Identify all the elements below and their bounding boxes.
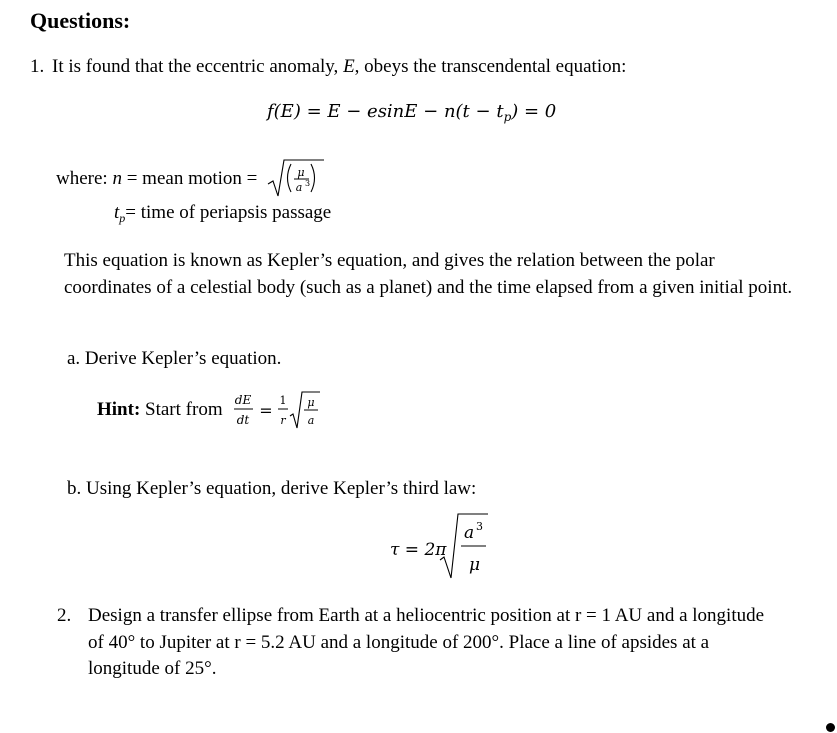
tp-subscript: p <box>119 211 126 225</box>
right-paren <box>311 164 315 192</box>
tp-symbol: t <box>114 202 120 223</box>
where-label: where: <box>56 168 113 189</box>
hint-label: Hint: <box>97 399 141 420</box>
dt-symbol: dt <box>236 413 250 427</box>
intro-text-pre: It is found that the eccentric anomaly, <box>52 56 344 77</box>
semi-major-axis-symbol: a <box>295 181 303 194</box>
mean-motion-definition <box>56 168 257 190</box>
hint-line <box>97 399 223 421</box>
hint-formula <box>231 388 323 432</box>
mean-motion-text: = mean motion = <box>121 168 258 189</box>
question-1-number: 1. <box>30 56 45 77</box>
law-mu-symbol: μ <box>469 555 481 575</box>
equals-sign: = <box>259 401 273 420</box>
intro-text-post: , obeys the transcendental equation: <box>354 56 627 77</box>
hint-mu-symbol: μ <box>307 396 315 409</box>
kepler-third-law-formula <box>388 510 492 582</box>
cube-exponent: 3 <box>305 179 311 188</box>
part-a-text: a. Derive Kepler’s equation. <box>67 348 282 369</box>
question-2-number: 2. <box>57 605 72 626</box>
bullet-dot <box>826 723 835 732</box>
page-title: Questions: <box>30 8 131 33</box>
period-lhs: τ = 2π <box>390 540 447 560</box>
mean-motion-symbol: n <box>112 168 122 189</box>
eccentric-anomaly-symbol: E <box>343 56 355 77</box>
law-cube-exponent: 3 <box>476 520 483 533</box>
left-paren <box>288 164 292 192</box>
kepler-equation-subscript: p <box>503 110 512 124</box>
one-symbol: 1 <box>279 394 287 407</box>
hint-text: Start from <box>140 399 223 420</box>
dE-symbol: dE <box>234 393 252 407</box>
tp-text: = time of periapsis passage <box>125 202 332 223</box>
question-2-text: Design a transfer ellipse from Earth at a heliocentric position at r = 1 AU and a longitude of 40° to Jupiter at r = 5.2 AU and a longitude of 200°. Place a line of apsides at a longitude of 25°. <box>88 605 765 679</box>
question-1-intro <box>30 56 626 78</box>
mean-motion-formula <box>266 158 326 200</box>
law-a-symbol: a <box>464 523 475 543</box>
mu-symbol: μ <box>297 166 305 179</box>
hint-a-symbol: a <box>307 414 315 427</box>
periapsis-time-definition <box>114 202 331 226</box>
kepler-equation <box>267 101 556 124</box>
r-symbol: r <box>280 414 286 427</box>
part-b-text: b. Using Kepler’s equation, derive Kepler’s third law: <box>67 478 477 499</box>
kepler-equation-rhs: ) = 0 <box>511 101 557 122</box>
kepler-description-paragraph: This equation is known as Kepler’s equation, and gives the relation between the polar coordinates of a celestial body (such as a planet) and the time elapsed from a given initial point. <box>64 250 793 298</box>
kepler-equation-lhs: f(E) = E − esinE − n(t − t <box>267 101 504 122</box>
